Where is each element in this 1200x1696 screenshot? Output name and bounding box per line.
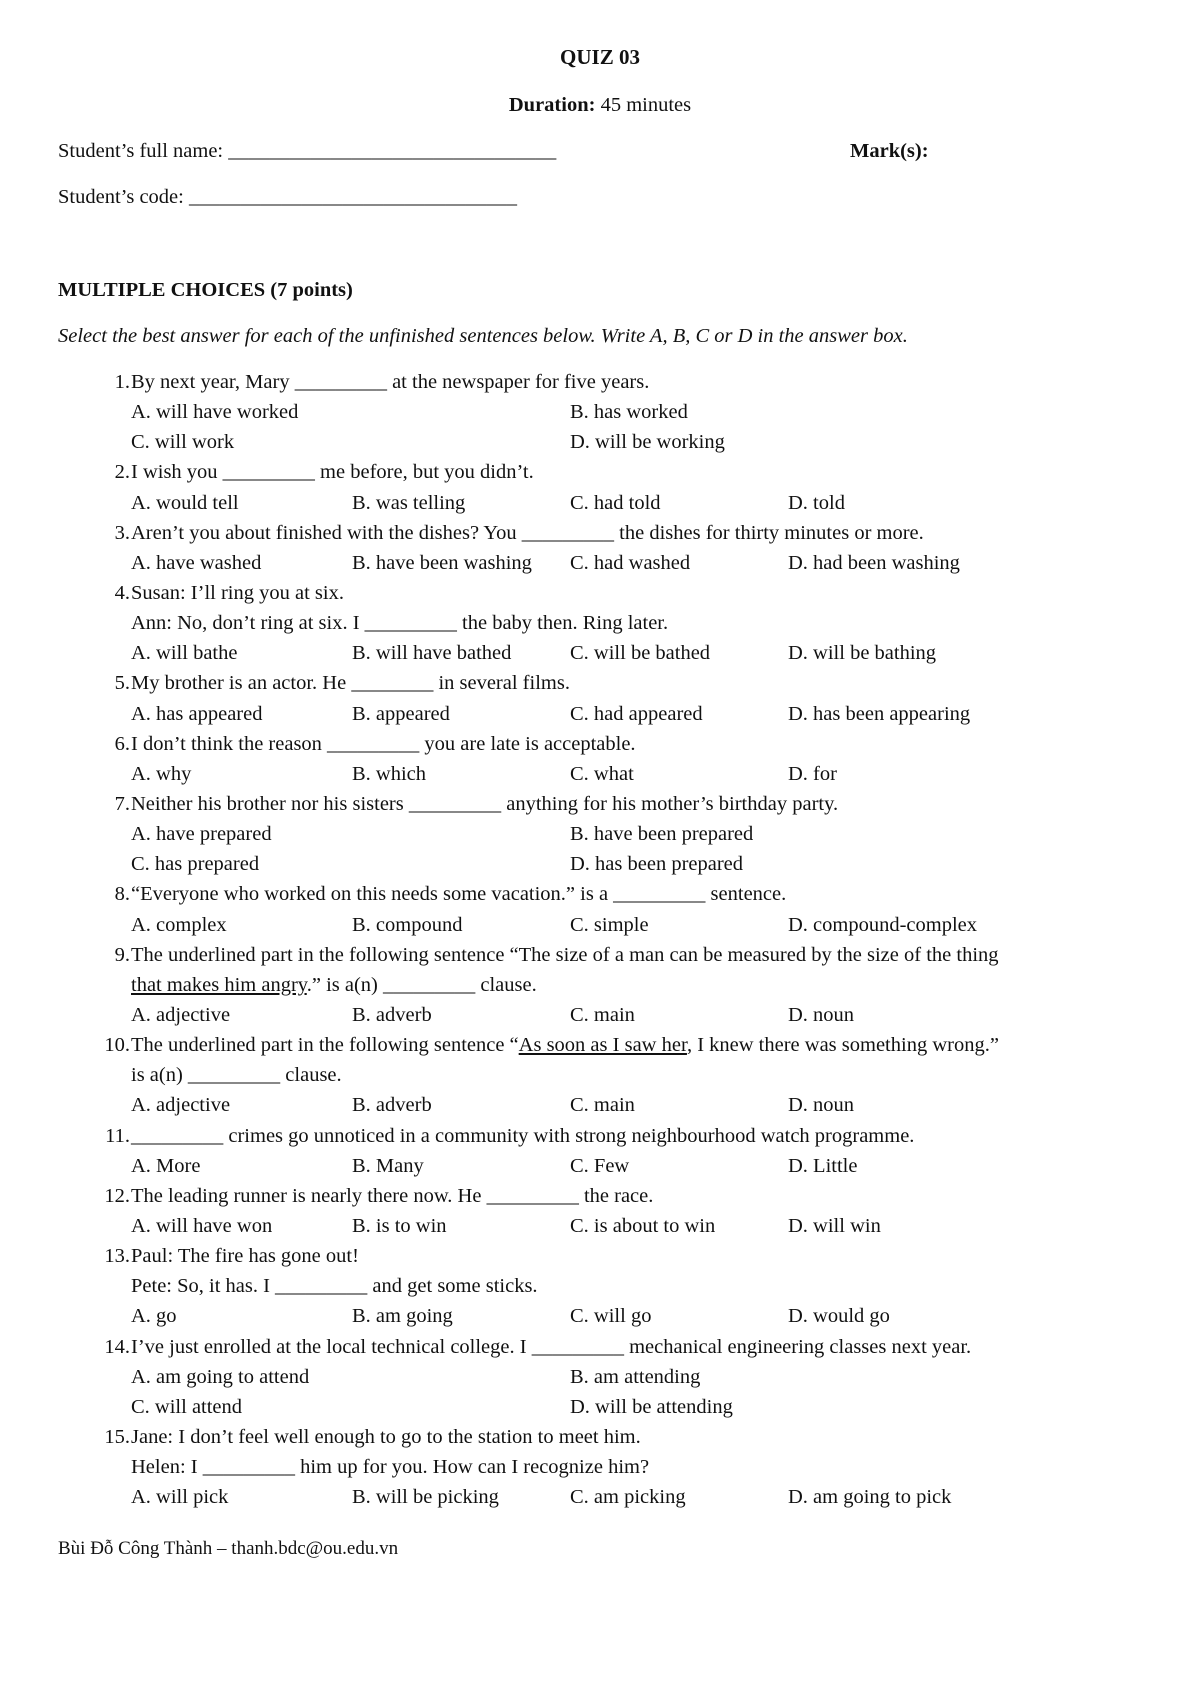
question-number: 12. <box>104 1184 130 1207</box>
answer-options-row <box>0 397 1200 427</box>
question-line <box>0 1060 1200 1090</box>
answer-option: A. complex <box>131 913 227 936</box>
answer-option: C. had appeared <box>570 702 703 725</box>
question-text: _________ crimes go unnoticed in a community with strong neighbourhood watch programme. <box>131 1124 915 1147</box>
answer-option: D. has been prepared <box>570 853 744 876</box>
answer-option: D. noun <box>788 1003 855 1026</box>
question-text: Pete: So, it has. I _________ and get some sticks. <box>131 1275 538 1298</box>
question-number: 14. <box>104 1335 130 1358</box>
answer-options-row <box>0 819 1200 849</box>
underlined-clause: that makes him angry <box>131 973 307 996</box>
answer-option: C. will attend <box>131 1395 243 1418</box>
question-line <box>0 1452 1200 1482</box>
answer-option: D. Little <box>788 1154 858 1177</box>
question-line <box>0 1030 1200 1060</box>
question-line <box>0 1271 1200 1301</box>
answer-options-row <box>0 910 1200 940</box>
answer-option: D. compound-complex <box>788 913 978 936</box>
question-text: Paul: The fire has gone out! <box>131 1245 359 1268</box>
answer-options-row <box>0 638 1200 668</box>
answer-option: A. go <box>131 1305 177 1328</box>
question-text <box>131 970 537 1000</box>
question-text: I wish you _________ me before, but you didn’t. <box>131 461 534 484</box>
answer-options-row <box>0 427 1200 457</box>
answer-option: C. main <box>570 1094 635 1117</box>
answer-option: D. has been appearing <box>788 702 971 725</box>
answer-option: A. adjective <box>131 1094 231 1117</box>
question-number: 10. <box>104 1034 130 1057</box>
answer-option: C. will go <box>570 1305 652 1328</box>
question-line <box>0 608 1200 638</box>
answer-option: A. will have worked <box>131 401 299 424</box>
answer-options-row <box>0 1151 1200 1181</box>
answer-option: C. has prepared <box>131 853 260 876</box>
answer-option: C. Few <box>570 1154 630 1177</box>
question-line <box>0 578 1200 608</box>
answer-option: A. adjective <box>131 1003 231 1026</box>
answer-option: C. main <box>570 1003 635 1026</box>
student-code-field: Student’s code: ________________________________ <box>58 186 517 208</box>
answer-option: A. have washed <box>131 551 262 574</box>
answer-option: B. appeared <box>352 702 450 725</box>
answer-option: D. would go <box>788 1305 890 1328</box>
question-number: 7. <box>114 792 130 815</box>
answer-option: D. had been washing <box>788 551 960 574</box>
answer-option: B. has worked <box>570 401 688 424</box>
answer-option: D. will be attending <box>570 1395 733 1418</box>
answer-options-row <box>0 849 1200 879</box>
answer-option: D. noun <box>788 1094 855 1117</box>
question-number: 11. <box>105 1124 130 1147</box>
question-line <box>0 457 1200 487</box>
answer-option: A. will have won <box>131 1214 273 1237</box>
answer-options-row <box>0 488 1200 518</box>
question-line <box>0 879 1200 909</box>
question-text: I’ve just enrolled at the local technical college. I _________ mechanical engineering classes next year. <box>131 1335 972 1358</box>
question-text: Susan: I’ll ring you at six. <box>131 581 344 604</box>
question-number: 6. <box>114 732 130 755</box>
answer-option: A. More <box>131 1154 201 1177</box>
answer-option: C. had washed <box>570 551 691 574</box>
question-list <box>0 367 1200 1512</box>
question-line <box>0 668 1200 698</box>
mark-label: Mark(s): <box>850 140 929 162</box>
answer-option: C. had told <box>570 491 661 514</box>
question-number: 15. <box>104 1425 130 1448</box>
answer-option: A. would tell <box>131 491 239 514</box>
answer-option: B. will be picking <box>352 1486 499 1509</box>
question-text <box>131 1030 999 1060</box>
question-line <box>0 789 1200 819</box>
question-line <box>0 729 1200 759</box>
answer-option: A. will pick <box>131 1486 229 1509</box>
question-text: “Everyone who worked on this needs some vacation.” is a _________ sentence. <box>131 883 787 906</box>
footer-author: Bùi Đỗ Công Thành – thanh.bdc@ou.edu.vn <box>58 1538 399 1559</box>
question-text-part: , I knew there was something wrong.” <box>686 1034 999 1057</box>
answer-option: B. have been washing <box>352 551 532 574</box>
answer-option: B. adverb <box>352 1094 432 1117</box>
answer-options-row <box>0 1482 1200 1512</box>
section-instruction: Select the best answer for each of the unfinished sentences below. Write A, B, C or D in the answer box. <box>58 325 908 347</box>
answer-options-row <box>0 699 1200 729</box>
answer-option: C. will work <box>131 431 235 454</box>
question-text: Helen: I _________ him up for you. How can I recognize him? <box>131 1456 650 1479</box>
answer-option: A. will bathe <box>131 642 238 665</box>
answer-option: B. Many <box>352 1154 424 1177</box>
answer-options-row <box>0 759 1200 789</box>
answer-options-row <box>0 1301 1200 1331</box>
question-number: 8. <box>114 883 130 906</box>
question-text: Jane: I don’t feel well enough to go to the station to meet him. <box>131 1425 641 1448</box>
question-number: 9. <box>114 943 130 966</box>
answer-option: B. adverb <box>352 1003 432 1026</box>
question-line <box>0 367 1200 397</box>
duration-line <box>0 90 1200 120</box>
question-number: 5. <box>114 672 130 695</box>
question-number: 13. <box>104 1245 130 1268</box>
duration-value: 45 minutes <box>595 94 692 116</box>
question-text: The underlined part in the following sentence “The size of a man can be measured by the size of the thing <box>131 943 999 966</box>
question-text: My brother is an actor. He ________ in several films. <box>131 672 570 695</box>
answer-option: B. was telling <box>352 491 466 514</box>
answer-option: B. which <box>352 762 427 785</box>
question-text: Aren’t you about finished with the dishes? You _________ the dishes for thirty minutes or more. <box>131 521 924 544</box>
answer-option: C. simple <box>570 913 649 936</box>
question-line <box>0 940 1200 970</box>
answer-options-row <box>0 1090 1200 1120</box>
answer-option: B. am going <box>352 1305 453 1328</box>
answer-options-row <box>0 1362 1200 1392</box>
question-number: 4. <box>114 581 130 604</box>
answer-option: C. is about to win <box>570 1214 716 1237</box>
answer-options-row <box>0 1211 1200 1241</box>
question-line <box>0 970 1200 1000</box>
answer-option: B. have been prepared <box>570 823 754 846</box>
question-number: 1. <box>114 371 130 393</box>
answer-option: D. told <box>788 491 845 514</box>
question-text: Neither his brother nor his sisters _________ anything for his mother’s birthday party. <box>131 792 839 815</box>
answer-option: B. compound <box>352 913 463 936</box>
question-number: 2. <box>114 461 130 484</box>
question-text: Ann: No, don’t ring at six. I _________ the baby then. Ring later. <box>131 612 669 635</box>
question-text: I don’t think the reason _________ you are late is acceptable. <box>131 732 636 755</box>
question-line <box>0 1121 1200 1151</box>
answer-option: A. has appeared <box>131 702 263 725</box>
answer-options-row <box>0 1000 1200 1030</box>
answer-option: B. am attending <box>570 1365 701 1388</box>
answer-option: D. am going to pick <box>788 1486 952 1509</box>
answer-option: A. am going to attend <box>131 1365 310 1388</box>
answer-option: D. for <box>788 762 837 785</box>
question-text-part: The underlined part in the following sentence “ <box>131 1034 519 1057</box>
answer-option: C. am picking <box>570 1486 686 1509</box>
question-text-part: .” is a(n) _________ clause. <box>306 973 537 996</box>
question-line <box>0 1332 1200 1362</box>
answer-option: A. why <box>131 762 192 785</box>
answer-options-row <box>0 548 1200 578</box>
underlined-clause: As soon as I saw her <box>518 1034 687 1057</box>
question-line <box>0 1241 1200 1271</box>
answer-option: B. will have bathed <box>352 642 512 665</box>
answer-option: C. what <box>570 762 634 785</box>
answer-option: B. is to win <box>352 1214 447 1237</box>
question-line <box>0 1181 1200 1211</box>
student-name-field: Student’s full name: ________________________________ <box>58 140 557 162</box>
question-line <box>0 1422 1200 1452</box>
answer-option: D. will be bathing <box>788 642 937 665</box>
question-text: is a(n) _________ clause. <box>131 1064 342 1087</box>
question-line <box>0 518 1200 548</box>
answer-option: A. have prepared <box>131 823 272 846</box>
answer-options-row <box>0 1392 1200 1422</box>
quiz-title: QUIZ 03 <box>560 45 640 69</box>
question-text: The leading runner is nearly there now. He _________ the race. <box>131 1184 654 1207</box>
answer-option: D. will be working <box>570 431 725 454</box>
answer-option: C. will be bathed <box>570 642 711 665</box>
question-text: By next year, Mary _________ at the newspaper for five years. <box>131 371 650 393</box>
duration-label: Duration: <box>508 94 596 116</box>
answer-option: D. will win <box>788 1214 881 1237</box>
section-title: MULTIPLE CHOICES (7 points) <box>58 279 353 301</box>
question-number: 3. <box>114 521 130 544</box>
